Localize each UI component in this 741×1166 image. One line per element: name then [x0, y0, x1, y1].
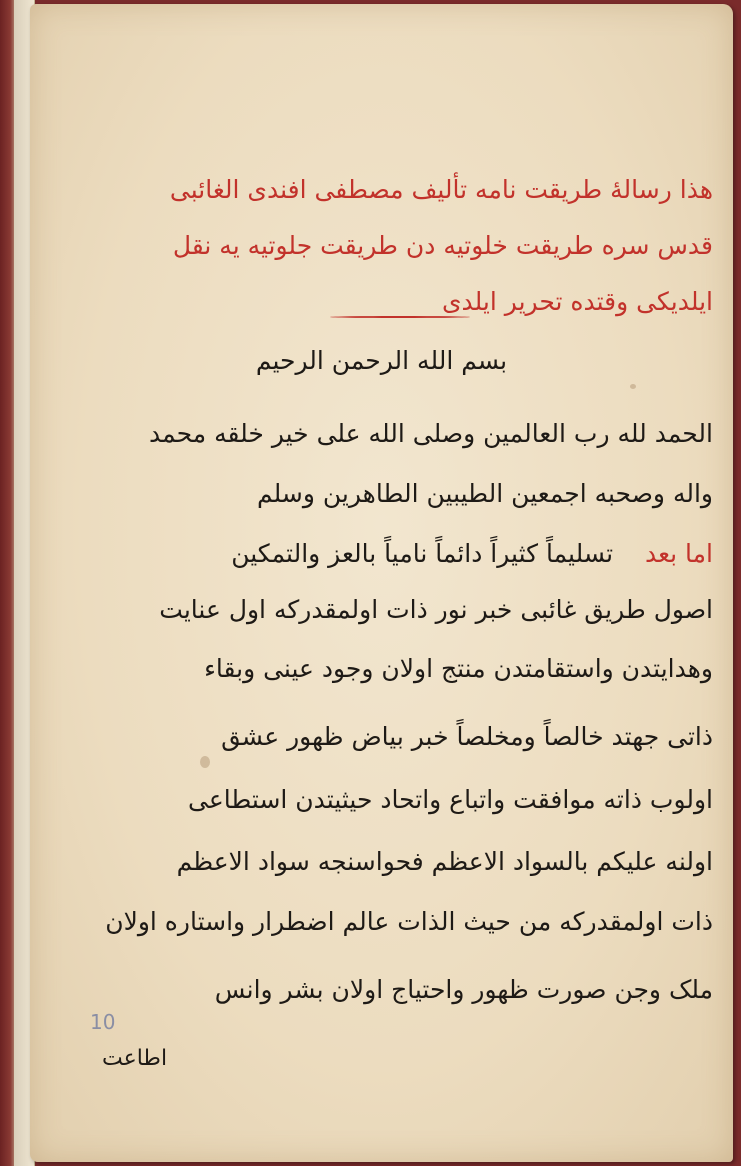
- catchword: اطاعت: [102, 1046, 168, 1071]
- body-line-8: اولنه علیکم بالسواد الاعظم فحواسنجه سواد الاعظم: [176, 847, 713, 876]
- body-line-4: اصول طریق غائبی خبر نور ذات اولمقدرکه اول عنایت: [159, 595, 713, 624]
- body-line-10: ملک وجن صورت ظهور واحتیاج اولان بشر وانس: [214, 975, 713, 1004]
- title-line-1: هذا رسالهٔ طریقت نامه تألیف مصطفی افندی الغائبی: [169, 175, 713, 204]
- ink-stain: [200, 756, 210, 768]
- body-line-7: اولوب ذاته موافقت واتباع واتحاد حیثیتدن استطاعی: [188, 785, 713, 814]
- ink-stain: [630, 384, 636, 389]
- bismillah: بسم الله الرحمن الرحیم: [255, 346, 508, 375]
- body-line-1: الحمد لله رب العالمین وصلی الله علی خیر خلقه محمد: [149, 419, 713, 448]
- title-rule: [330, 316, 470, 318]
- title-line-2: قدس سره طریقت خلوتیه دن طریقت جلوتیه یه نقل: [172, 231, 713, 260]
- body-line-6: ذاتی جهتد خالصاً ومخلصاً خبر بیاض ظهور عشق: [221, 722, 713, 751]
- body-line-3-text: تسلیماً کثیراً دائماً نامیاً بالعز والتمکین: [231, 539, 614, 568]
- folio-number: 10: [90, 1010, 116, 1034]
- body-line-2: واله وصحبه اجمعین الطیبین الطاهرین وسلم: [257, 479, 713, 508]
- body-line-3: [231, 534, 713, 574]
- body-line-5: وهدایتدن واستقامتدن منتج اولان وجود عینی وبقاء: [204, 654, 713, 683]
- body-line-9: ذات اولمقدرکه من حیث الذات عالم اضطرار واستاره اولان: [105, 907, 713, 936]
- amma-bad-rubric: اما بعد: [644, 539, 713, 568]
- title-line-3: ایلدیکی وقتده تحریر ایلدی: [441, 287, 713, 316]
- manuscript-page: [30, 4, 733, 1162]
